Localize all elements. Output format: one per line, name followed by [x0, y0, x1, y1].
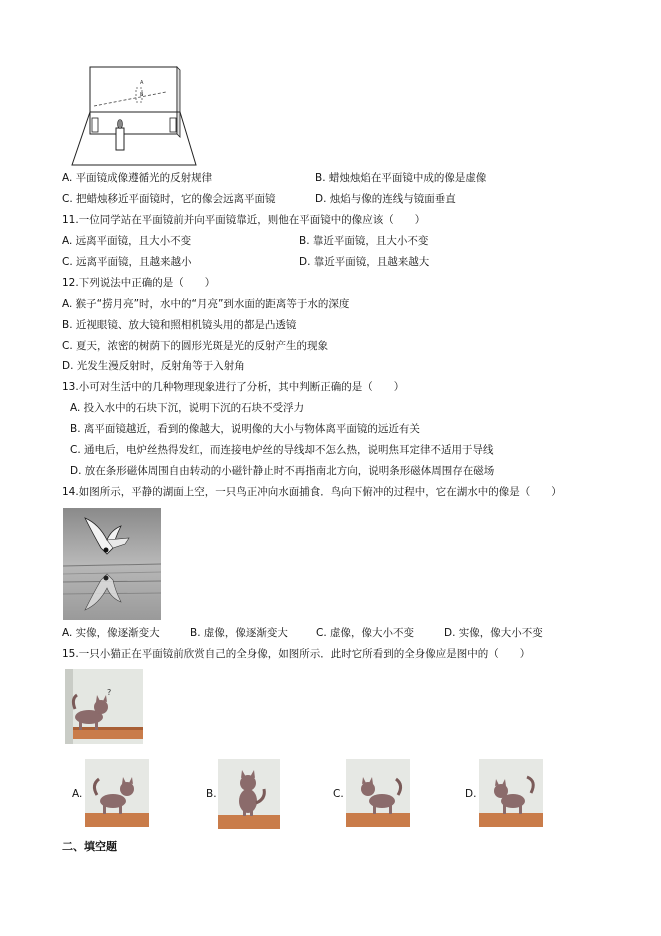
label-b: B	[140, 92, 144, 98]
kitten-a-drawing	[85, 759, 149, 827]
mirror-candle-drawing	[70, 62, 198, 170]
q14-option-c: C. 虚像，像大小不变	[316, 627, 415, 639]
q10-option-b: B. 蜡烛烛焰在平面镜中成的像是虚像	[315, 172, 487, 184]
q13-stem: 13.小可对生活中的几种物理现象进行了分析，其中判断正确的是（ ）	[62, 381, 405, 393]
q10-option-c: C. 把蜡烛移近平面镜时，它的像会远离平面镜	[62, 193, 276, 205]
q15-option-b-image	[218, 759, 280, 829]
section-title: 二、填空题	[62, 840, 117, 853]
q11-option-c: C. 远离平面镜，且越来越小	[62, 256, 192, 268]
q14-option-b: B. 虚像，像逐渐变大	[190, 627, 288, 639]
q12-stem: 12.下列说法中正确的是（ ）	[62, 277, 216, 289]
q10-option-a: A. 平面镜成像遵循光的反射规律	[62, 172, 213, 184]
q15-option-c-label: C.	[333, 788, 344, 800]
kitten-c-drawing	[346, 759, 410, 827]
kitten-mirror-drawing	[65, 669, 143, 744]
kitten-mirror-photo	[65, 669, 143, 744]
q12-option-d: D. 光发生漫反射时，反射角等于入射角	[62, 360, 245, 372]
q12-option-b: B. 近视眼镜、放大镜和照相机镜头用的都是凸透镜	[62, 319, 297, 331]
label-a: A	[140, 80, 144, 86]
mirror-candle-figure	[70, 62, 198, 170]
q15-option-a-image	[85, 759, 149, 827]
bird-lake-drawing	[63, 508, 161, 620]
q13-option-d: D. 放在条形磁体周围自由转动的小磁针静止时不再指南北方向，说明条形磁体周围存在磁场	[70, 465, 495, 477]
q11-option-a: A. 远离平面镜，且大小不变	[62, 235, 192, 247]
q15-option-a-label: A.	[72, 788, 83, 800]
kitten-d-drawing	[479, 759, 543, 827]
q15-stem: 15.一只小猫正在平面镜前欣赏自己的全身像，如图所示．此时它所看到的全身像应是图中的（ ）	[62, 648, 531, 660]
q11-stem: 11.一位同学站在平面镜前并向平面镜靠近，则他在平面镜中的像应该（ ）	[62, 214, 426, 226]
question-mark: ?	[107, 688, 112, 697]
q13-option-b: B. 离平面镜越近，看到的像越大，说明像的大小与物体离平面镜的远近有关	[70, 423, 420, 435]
q15-option-c-image	[346, 759, 410, 827]
q14-stem: 14.如图所示，平静的湖面上空，一只鸟正冲向水面捕食．鸟向下俯冲的过程中，它在湖水中的像是（ ）	[62, 486, 562, 498]
q11-option-d: D. 靠近平面镜，且越来越大	[299, 256, 430, 268]
q11-option-b: B. 靠近平面镜，且大小不变	[299, 235, 429, 247]
q15-option-d-label: D.	[465, 788, 477, 800]
q14-option-d: D. 实像，像大小不变	[444, 627, 543, 639]
q15-option-d-image	[479, 759, 543, 827]
q12-option-c: C. 夏天，浓密的树荫下的圆形光斑是光的反射产生的现象	[62, 340, 329, 352]
q12-option-a: A. 猴子“捞月亮”时，水中的“月亮”到水面的距离等于水的深度	[62, 298, 350, 310]
bird-lake-photo	[63, 508, 161, 620]
q13-option-a: A. 投入水中的石块下沉，说明下沉的石块不受浮力	[70, 402, 305, 414]
q15-option-b-label: B.	[206, 788, 217, 800]
q14-option-a: A. 实像，像逐渐变大	[62, 627, 160, 639]
q10-option-d: D. 烛焰与像的连线与镜面垂直	[315, 193, 456, 205]
q13-option-c: C. 通电后，电炉丝热得发红，而连接电炉丝的导线却不怎么热，说明焦耳定律不适用于导线	[70, 444, 494, 456]
kitten-b-drawing	[218, 759, 280, 829]
